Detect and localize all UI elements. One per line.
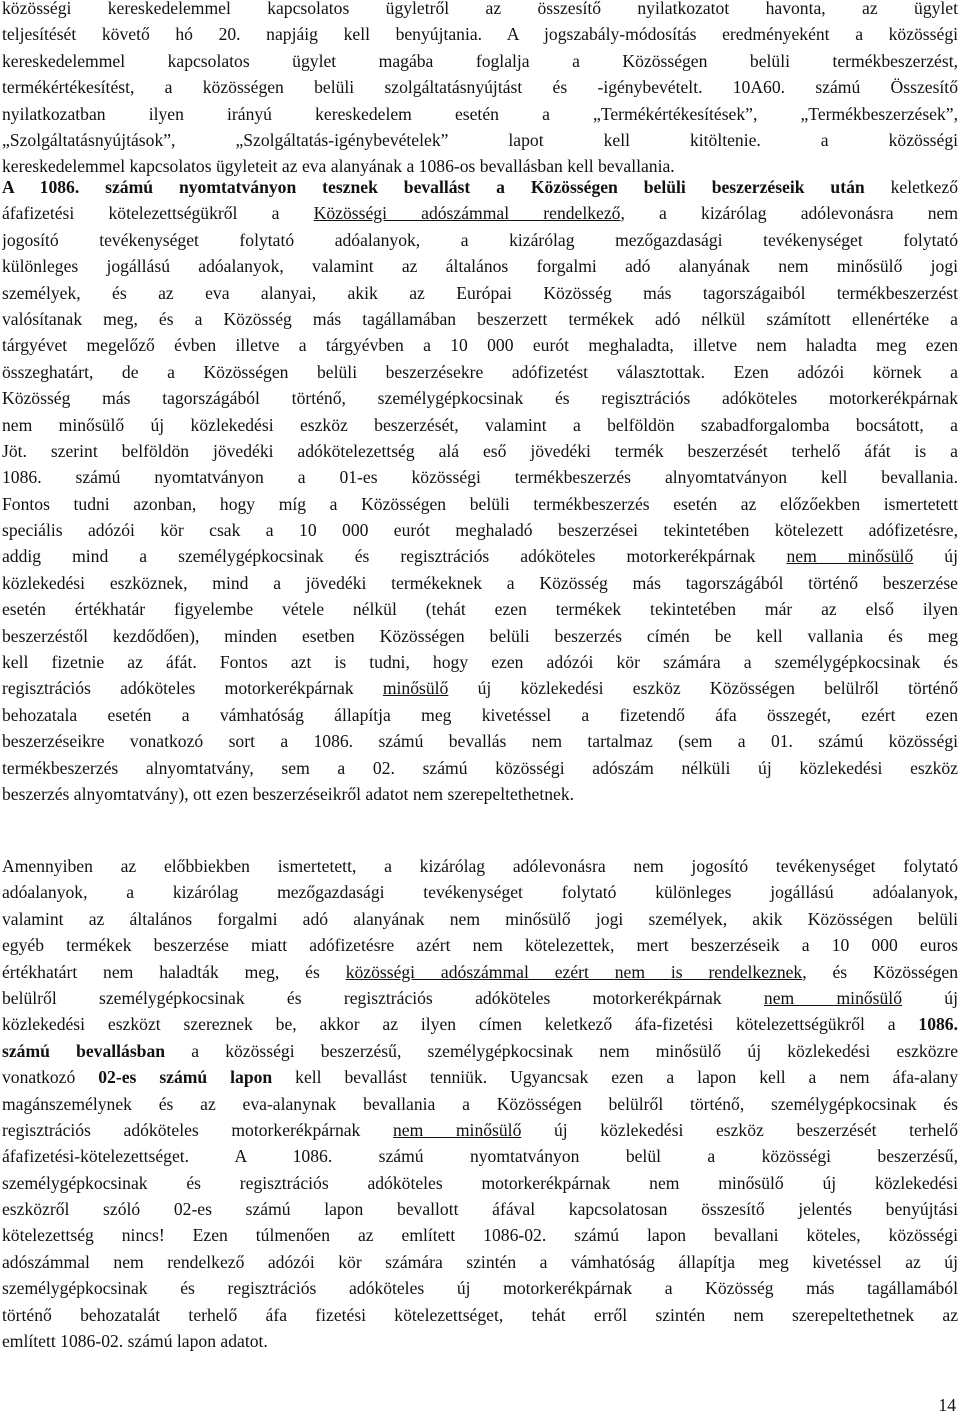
text-run: személyek, és az eva alanyai, akik az Európai Közösség más tagországaiból termékbeszerzést	[2, 282, 958, 303]
text-run: említett 1086-02. számú lapon adatot.	[2, 1331, 268, 1352]
text-run: kötelezettség nincs! Ezen túlmenően az említett 1086-02. számú lapon bevallani köteles, közösségi	[2, 1225, 958, 1246]
text-run: magánszemélynek és az eva-alanynak bevallania a Közösségen belülről történő, személygépkocsinak és	[2, 1093, 958, 1114]
text-run: , a kizárólag adólevonásra nem	[620, 203, 958, 224]
text-line	[2, 1011, 958, 1037]
text-line	[2, 412, 958, 438]
text-run: adóalanyok, a kizárólag mezőgazdasági tevékenységet folytató különleges jogállású adóalanyok,	[2, 882, 958, 903]
text-run: új közlekedési eszköz beszerzését terhelő	[521, 1119, 958, 1140]
bold-text: 02-es számú lapon	[98, 1067, 273, 1088]
text-line	[2, 1117, 958, 1143]
text-line	[2, 781, 958, 807]
text-line	[2, 438, 958, 464]
text-line	[2, 879, 958, 905]
text-run: áfafizetési-kötelezettséget. A 1086. számú nyomtatványon belül a közösségi beszerzésű,	[2, 1146, 958, 1167]
text-run: kell bevallást tenniük. Ugyancsak ezen a lapon kell a nem áfa-alany	[272, 1067, 958, 1088]
text-run: történő behozatalát terhelő áfa fizetési kötelezettséget, tehát erről szintén nem szerepeltethetnek az	[2, 1304, 958, 1325]
text-run: összeghatárt, de a Közösségen belüli beszerzésekre adófizetést választottak. Ezen adózói körnek a	[2, 361, 958, 382]
text-line	[2, 985, 958, 1011]
paragraph-3	[2, 853, 958, 1354]
text-line	[2, 959, 958, 985]
underlined-text: minősülő	[382, 678, 449, 699]
text-run: tárgyévet megelőző évben illetve a tárgyévben a 10 000 eurót meghaladta, illetve nem haladta meg ezen	[2, 335, 958, 356]
text-line	[2, 1196, 958, 1222]
text-line	[2, 1328, 958, 1354]
text-line: közösségi kereskedelemmel kapcsolatos ügyletről az összesítő nyilatkozatot havonta, az ügylet	[2, 0, 958, 18]
text-line	[2, 543, 958, 569]
text-line	[2, 649, 958, 675]
text-line	[2, 675, 958, 701]
text-run: különleges jogállású adóalanyok, valamint az általános forgalmi adó alanyának nem minősülő jogi	[2, 256, 958, 277]
text-run: értékhatárt nem haladták meg, és	[2, 961, 346, 982]
text-line	[2, 491, 958, 517]
text-line: „Szolgáltatásnyújtások”, „Szolgáltatás-igénybevételek” lapot kell kitöltenie. a közösségi	[2, 129, 958, 150]
text-run: behozatala esetén a vámhatóság állapítja meg kivetéssel a fizetendő áfa összegét, ezért ezen	[2, 704, 958, 725]
text-run: vonatkozó	[2, 1067, 99, 1088]
text-run: beszerzéseikre vonatkozó sort a 1086. számú bevallás nem tartalmaz (sem a 01. számú közösségi	[2, 731, 958, 752]
underlined-text: nem minősülő	[786, 546, 914, 567]
text-line	[2, 1038, 958, 1064]
text-run: kell fizetnie az áfát. Fontos azt is tudni, hogy ezen adózói kör számára a személygépkocsinak és	[2, 652, 958, 673]
text-run: adószámmal nem rendelkező adózói kör számára szintén a vámhatóság állapítja meg kivetéssel az új	[2, 1251, 958, 1272]
text-run: új	[913, 546, 958, 567]
text-run: közlekedési eszköznek, mind a jövedéki termékeknek a Közösség más tagországából történő beszerzése	[2, 572, 958, 593]
text-line	[2, 200, 958, 226]
paragraph-2	[2, 174, 958, 807]
text-run: beszerzés alnyomtatvány), ott ezen beszerzéseikről adatot nem szerepeltethetnek.	[2, 783, 575, 804]
text-line	[2, 1275, 958, 1301]
text-line	[2, 174, 958, 200]
text-run: keletkező	[864, 177, 958, 197]
bold-text: 1086.	[918, 1014, 958, 1035]
text-run: egyéb termékek beszerzése miatt adófizetésre azért nem kötelezettek, mert beszerzéseik a 10 000 euros	[2, 935, 958, 956]
text-run: jogosító tevékenységet folytató adóalanyok, a kizárólag mezőgazdasági tevékenységet folytató	[2, 229, 958, 250]
bold-text: A 1086. számú nyomtatványon tesznek bevallást a Közösségen belüli beszerzéseik után	[2, 177, 865, 197]
text-line	[2, 570, 958, 596]
text-line	[2, 853, 958, 879]
text-line	[2, 1170, 958, 1196]
text-line: teljesítését követő hó 20. napjáig kell benyújtania. A jogszabály-módosítás eredményeként a közösségi	[2, 24, 958, 45]
text-run: Fontos tudni azonban, hogy míg a Közösségen belüli termékbeszerzés esetén az előzőekben ismertetett	[2, 493, 958, 514]
text-run: áfafizetési kötelezettségükről a	[2, 203, 314, 224]
text-run: új közlekedési eszköz Közösségen belülről történő	[448, 678, 958, 699]
text-run: belülről személygépkocsinak és regisztrációs adóköteles motorkerékpárnak	[2, 987, 764, 1008]
text-run: Közösség más tagországából történő, személygépkocsinak és regisztrációs adóköteles motorkerékpárnak	[2, 388, 958, 409]
text-line	[2, 623, 958, 649]
text-run: termékbeszerzés alnyomtatvány, sem a 02. számú közösségi adószám nélküli új közlekedési eszköz	[2, 757, 958, 778]
text-line	[2, 1064, 958, 1090]
text-line	[2, 1249, 958, 1275]
text-run: személygépkocsinak és regisztrációs adóköteles új motorkerékpárnak a Közösség más tagállamából	[2, 1278, 958, 1299]
text-line	[2, 385, 958, 411]
text-line	[2, 906, 958, 932]
text-line	[2, 464, 958, 490]
text-line	[2, 755, 958, 781]
text-run: 1086. számú nyomtatványon a 01-es közösségi termékbeszerzés alnyomtatványon kell bevallania.	[2, 467, 958, 488]
text-line	[2, 227, 958, 253]
text-run: a közösségi beszerzésű, személygépkocsinak nem minősülő új közlekedési eszközre	[165, 1040, 958, 1061]
text-line	[2, 253, 958, 279]
text-run: valamint az általános forgalmi adó alanyának nem minősülő jogi személyek, akik Közösségen belüli	[2, 908, 958, 929]
text-line	[2, 306, 958, 332]
underlined-text: nem minősülő	[763, 987, 902, 1008]
text-line	[2, 359, 958, 385]
text-run: esetén értékhatár figyelembe vétele nélkül (tehát ezen termékek tekintetében már az első ilyen	[2, 599, 958, 620]
text-run: közlekedési eszközt szereznek be, akkor az ilyen címen keletkező áfa-fizetési kötelezettségükről a	[2, 1014, 919, 1035]
text-line	[2, 702, 958, 728]
text-run: eszközről szóló 02-es számú lapon bevallott áfával kapcsolatosan összesítő jelentés benyújtási	[2, 1199, 958, 1220]
text-run: személygépkocsinak és regisztrációs adóköteles motorkerékpárnak nem minősülő új közlekedési	[2, 1172, 958, 1193]
text-run: Jöt. szerint belföldön jövedéki adókötelezettség alá eső jövedéki termék beszerzését terhelő áfát is a	[2, 440, 958, 461]
bold-text: számú bevallásban	[2, 1040, 166, 1061]
text-run: nem minősülő új közlekedési eszköz beszerzését, valamint a belföldön szabadforgalomba bocsátott, a	[2, 414, 958, 435]
text-run: addig mind a személygépkocsinak és regisztrációs adóköteles motorkerékpárnak	[2, 546, 787, 567]
text-line: kereskedelemmel kapcsolatos ügyleteit az eva alanyának a 1086-os bevallásban kell bevallania.	[2, 156, 675, 177]
text-line	[2, 596, 958, 622]
text-run: regisztrációs adóköteles motorkerékpárnak	[2, 678, 383, 699]
text-run: valósítanak meg, és a Közösség más tagállamában beszerzett termékek adó nélkül számított ellenértéke a	[2, 308, 958, 329]
text-line	[2, 332, 958, 358]
text-line	[2, 1302, 958, 1328]
text-line	[2, 280, 958, 306]
text-line	[2, 728, 958, 754]
text-line	[2, 1091, 958, 1117]
text-run: beszerzéstől kezdődően), minden esetben Közösségen belüli beszerzés címén be kell vallania és meg	[2, 625, 958, 646]
underlined-text: Közösségi adószámmal rendelkező	[313, 203, 621, 224]
text-line	[2, 1143, 958, 1169]
paragraph-1	[2, 0, 958, 180]
text-run: új	[902, 987, 958, 1008]
text-line: termékértékesítést, a közösségen belüli szolgáltatásnyújtást és -igénybevételt. 10A60. számú Összesítő	[2, 77, 958, 98]
text-run: , és Közösségen	[802, 961, 958, 982]
text-line: nyilatkozatban ilyen irányú kereskedelem esetén a „Termékértékesítések”, „Termékbeszerzések”,	[2, 103, 958, 124]
underlined-text: közösségi adószámmal ezért nem is rendelkeznek	[345, 961, 803, 982]
text-run: speciális adózói kör csak a 10 000 eurót meghaladó beszerzései tekintetében kötelezett adófizetésre,	[2, 520, 958, 541]
text-line: kereskedelemmel kapcsolatos ügylet magába foglalja a Közösségen belüli termékbeszerzést,	[2, 50, 958, 71]
page-number: 14	[938, 1395, 956, 1415]
text-line	[2, 932, 958, 958]
text-line	[2, 517, 958, 543]
underlined-text: nem minősülő	[392, 1119, 522, 1140]
text-run: regisztrációs adóköteles motorkerékpárnak	[2, 1119, 393, 1140]
text-run: Amennyiben az előbbiekben ismertetett, a kizárólag adólevonásra nem jogosító tevékenységet folytató	[2, 856, 958, 876]
text-line	[2, 1222, 958, 1248]
